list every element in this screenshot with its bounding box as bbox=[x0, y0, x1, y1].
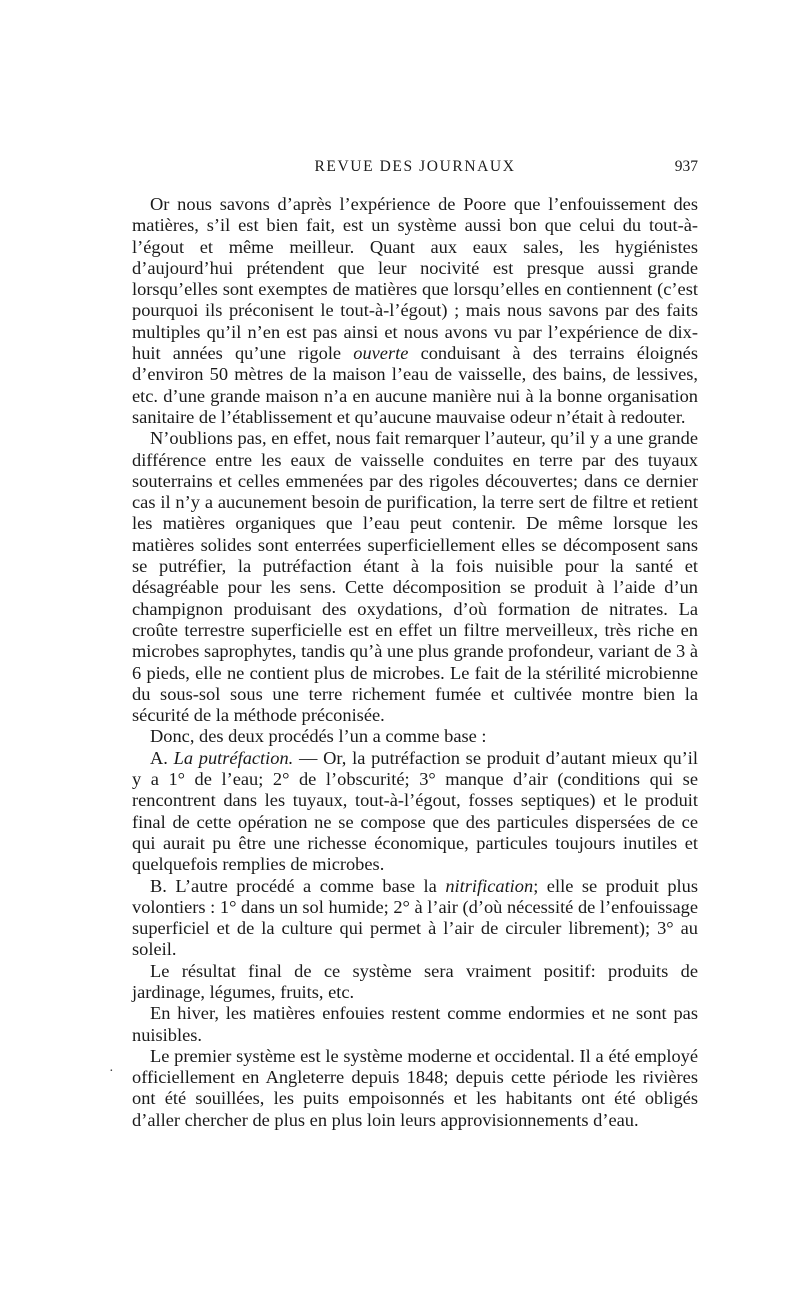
paragraph-resultat: Le résultat final de ce système sera vraiment positif: produits de jardinage, légumes, fruits, etc. bbox=[132, 960, 698, 1002]
margin-dot: · bbox=[109, 1064, 114, 1079]
paragraph-nitrification: B. L’autre procédé a comme base la nitrification; elle se produit plus volontiers : 1° dans un sol humide; 2° à l’air (d’où nécessité de l’enfouissage superficiel et de la culture qui permet à l’air de circuler librement); 3° au soleil. bbox=[132, 875, 698, 960]
paragraph-enfouissement: Or nous savons d’après l’expérience de Poore que l’enfouissement des matières, s’il est bien fait, est un système aussi bon que celui du tout-à-l’égout et même meilleur. Quant aux eaux sales, les hygiénistes d’aujourd’hui prétendent que leur nocivité est presque aussi grande lorsqu’elles sont exemptes de matières que lorsqu’elles en contiennent (c’est pourquoi ils préconisent le tout-à-l’égout) ; mais nous savons par des faits multiples qu’il n’en est pas ainsi et nous avons vu par l’expérience de dix-huit années qu’une rigole ouverte conduisant à des terrains éloignés d’environ 50 mètres de la maison l’eau de vaisselle, des bains, de lessives, etc. d’une grande maison n’a en aucune manière nui à la bonne organisation sanitaire de l’établissement et qu’aucune mauvaise odeur n’était à redouter. bbox=[132, 194, 698, 427]
article-body bbox=[132, 194, 698, 1131]
paragraph-deux-procedes: Donc, des deux procédés l’un a comme base : bbox=[150, 726, 487, 747]
running-title: REVUE DES JOURNAUX bbox=[314, 158, 516, 175]
paragraph-oublions: N’oublions pas, en effet, nous fait remarquer l’auteur, qu’il y a une grande différence entre les eaux de vaisselle conduites en terre par des tuyaux souterrains et celles emmenées par des rigoles découvertes; dans ce dernier cas il n’y a aucunement besoin de purification, la terre sert de filtre et retient les matières organiques que l’eau peut contenir. De même lorsque les matières solides sont enterrées superficiellement elles se décomposent sans se putréfier, la putréfaction étant à la fois nuisible pour la santé et désagréable pour les sens. Cette décomposition se produit à l’aide d’un champignon produisant des oxydations, d’où formation de nitrates. La croûte terrestre superficielle est en effet un filtre merveilleux, très riche en microbes saprophytes, tandis qu’à une plus grande profondeur, variant de 3 à 6 pieds, elle ne contient plus de microbes. Le fait de la stérilité microbienne du sous-sol sous une terre richement fumée et cultivée montre bien la sécurité de la méthode préconisée. bbox=[132, 428, 698, 726]
page-header bbox=[132, 158, 698, 182]
paragraph-putrefaction: A. La putréfaction. — Or, la putréfaction se produit d’autant mieux qu’il y a 1° de l’eau; 2° de l’obscurité; 3° manque d’air (conditions qui se rencontrent dans les tuyaux, tout-à-l’égout, fosses septiques) et le produit final de cette opération ne se compose que des particules dispersées de ce qui aurait pu être une richesse économique, particules toujours inutiles et quelquefois remplies de microbes. bbox=[132, 747, 698, 875]
paragraph-premier-systeme: Le premier système est le système moderne et occidental. Il a été employé officiellement en Angleterre depuis 1848; depuis cette période les rivières ont été souillées, les puits empoisonnés et les habitants ont été obligés d’aller chercher de plus en plus loin leurs approvisionnements d’eau. bbox=[132, 1045, 698, 1130]
page-number: 937 bbox=[674, 158, 698, 175]
paragraph-hiver: En hiver, les matières enfouies restent comme endormies et ne sont pas nuisibles. bbox=[132, 1003, 698, 1045]
